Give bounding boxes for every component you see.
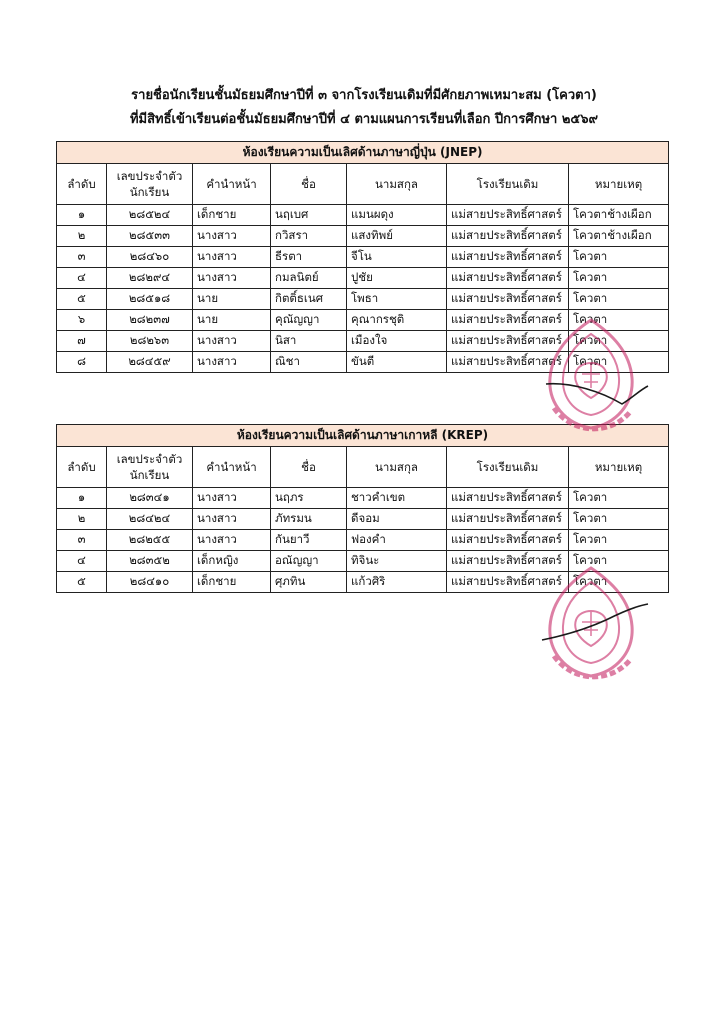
table-row <box>57 268 669 289</box>
cell-remark: โควตา <box>569 268 669 289</box>
jnep-table-body <box>57 205 669 373</box>
cell-last-name: ขันตี <box>347 352 447 373</box>
cell-no: ๑ <box>57 488 107 509</box>
cell-first-name: ศุภทิน <box>271 572 347 593</box>
header-student-id-line-2: นักเรียน <box>129 185 170 199</box>
cell-student-id: ๒๘๕๓๓ <box>107 226 193 247</box>
cell-first-name: กมลนิตย์ <box>271 268 347 289</box>
cell-no: ๓ <box>57 247 107 268</box>
cell-no: ๔ <box>57 268 107 289</box>
cell-prefix: นาย <box>193 289 271 310</box>
krep-table-body <box>57 488 669 593</box>
jnep-table-title: ห้องเรียนความเป็นเลิศด้านภาษาญี่ปุ่น (JNEP) <box>57 142 669 164</box>
cell-last-name: ดีจอม <box>347 509 447 530</box>
cell-remark: โควตา <box>569 247 669 268</box>
header-last-name: นามสกุล <box>347 447 447 488</box>
cell-student-id: ๒๘๔๖๐ <box>107 247 193 268</box>
cell-school: แม่สายประสิทธิ์ศาสตร์ <box>447 509 569 530</box>
cell-prefix: นางสาว <box>193 226 271 247</box>
table-row <box>57 530 669 551</box>
cell-prefix: นางสาว <box>193 530 271 551</box>
cell-no: ๒ <box>57 226 107 247</box>
cell-student-id: ๒๘๒๖๓ <box>107 331 193 352</box>
cell-first-name: นฤเบศ <box>271 205 347 226</box>
cell-school: แม่สายประสิทธิ์ศาสตร์ <box>447 268 569 289</box>
cell-remark: โควตา <box>569 530 669 551</box>
signature-stroke <box>542 604 648 640</box>
signature-stroke <box>546 384 648 404</box>
cell-prefix: นางสาว <box>193 247 271 268</box>
cell-school: แม่สายประสิทธิ์ศาสตร์ <box>447 352 569 373</box>
jnep-header-row <box>57 164 669 205</box>
cell-prefix: เด็กชาย <box>193 572 271 593</box>
table-row <box>57 509 669 530</box>
cell-student-id: ๒๘๓๔๑ <box>107 488 193 509</box>
cell-school: แม่สายประสิทธิ์ศาสตร์ <box>447 572 569 593</box>
cell-last-name: ฟองคำ <box>347 530 447 551</box>
cell-student-id: ๒๘๒๓๗ <box>107 310 193 331</box>
cell-prefix: นาย <box>193 310 271 331</box>
cell-last-name: ปูชัย <box>347 268 447 289</box>
header-remark: หมายเหตุ <box>569 447 669 488</box>
cell-school: แม่สายประสิทธิ์ศาสตร์ <box>447 310 569 331</box>
header-student-id <box>107 164 193 205</box>
cell-first-name: นฤภร <box>271 488 347 509</box>
cell-student-id: ๒๘๔๒๔ <box>107 509 193 530</box>
cell-student-id: ๒๘๔๑๐ <box>107 572 193 593</box>
cell-school: แม่สายประสิทธิ์ศาสตร์ <box>447 289 569 310</box>
cell-first-name: กันยาวี <box>271 530 347 551</box>
header-student-id-line-2: นักเรียน <box>129 468 170 482</box>
cell-first-name: นิสา <box>271 331 347 352</box>
header-school: โรงเรียนเดิม <box>447 447 569 488</box>
cell-school: แม่สายประสิทธิ์ศาสตร์ <box>447 247 569 268</box>
header-student-id-line-1: เลขประจำตัว <box>116 169 183 183</box>
cell-remark: โควตาช้างเผือก <box>569 226 669 247</box>
cell-student-id: ๒๘๒๕๕ <box>107 530 193 551</box>
cell-student-id: ๒๘๓๕๒ <box>107 551 193 572</box>
table-row <box>57 247 669 268</box>
header-prefix: คำนำหน้า <box>193 447 271 488</box>
page-title <box>0 84 728 132</box>
header-no: ลำดับ <box>57 164 107 205</box>
cell-remark: โควตา <box>569 551 669 572</box>
header-student-id-line-1: เลขประจำตัว <box>116 452 183 466</box>
table-row <box>57 310 669 331</box>
cell-no: ๒ <box>57 509 107 530</box>
cell-last-name: ชาวคำเขต <box>347 488 447 509</box>
jnep-table <box>56 141 669 373</box>
cell-last-name: ทิจินะ <box>347 551 447 572</box>
cell-prefix: นางสาว <box>193 509 271 530</box>
cell-prefix: เด็กชาย <box>193 205 271 226</box>
table-row <box>57 488 669 509</box>
cell-no: ๕ <box>57 572 107 593</box>
cell-remark: โควตาช้างเผือก <box>569 205 669 226</box>
cell-no: ๕ <box>57 289 107 310</box>
table-row <box>57 226 669 247</box>
krep-table <box>56 424 669 593</box>
cell-no: ๑ <box>57 205 107 226</box>
cell-school: แม่สายประสิทธิ์ศาสตร์ <box>447 205 569 226</box>
header-school: โรงเรียนเดิม <box>447 164 569 205</box>
table-row <box>57 289 669 310</box>
cell-last-name: คุณากรชุติ <box>347 310 447 331</box>
cell-last-name: จีโน <box>347 247 447 268</box>
table-row <box>57 551 669 572</box>
cell-prefix: นางสาว <box>193 352 271 373</box>
cell-no: ๖ <box>57 310 107 331</box>
header-last-name: นามสกุล <box>347 164 447 205</box>
title-line-2: ที่มีสิทธิ์เข้าเรียนต่อชั้นมัธยมศึกษาปีที่ ๔ ตามแผนการเรียนที่เลือก ปีการศึกษา ๒๕๖๙ <box>129 112 599 127</box>
cell-remark: โควตา <box>569 509 669 530</box>
cell-student-id: ๒๘๒๙๔ <box>107 268 193 289</box>
header-no: ลำดับ <box>57 447 107 488</box>
cell-school: แม่สายประสิทธิ์ศาสตร์ <box>447 551 569 572</box>
title-line-1: รายชื่อนักเรียนชั้นมัธยมศึกษาปีที่ ๓ จากโรงเรียนเดิมที่มีศักยภาพเหมาะสม (โควตา) <box>131 88 597 103</box>
header-first-name: ชื่อ <box>271 164 347 205</box>
header-remark: หมายเหตุ <box>569 164 669 205</box>
cell-no: ๓ <box>57 530 107 551</box>
header-prefix: คำนำหน้า <box>193 164 271 205</box>
cell-first-name: คุณัญญา <box>271 310 347 331</box>
table-row <box>57 205 669 226</box>
table-row <box>57 572 669 593</box>
cell-no: ๔ <box>57 551 107 572</box>
cell-first-name: ภัทรมน <box>271 509 347 530</box>
cell-remark: โควตา <box>569 310 669 331</box>
cell-first-name: กิตติ์ธเนศ <box>271 289 347 310</box>
cell-remark: โควตา <box>569 352 669 373</box>
cell-no: ๗ <box>57 331 107 352</box>
header-first-name: ชื่อ <box>271 447 347 488</box>
cell-school: แม่สายประสิทธิ์ศาสตร์ <box>447 488 569 509</box>
cell-school: แม่สายประสิทธิ์ศาสตร์ <box>447 226 569 247</box>
cell-student-id: ๒๘๔๕๙ <box>107 352 193 373</box>
cell-remark: โควตา <box>569 289 669 310</box>
cell-prefix: เด็กหญิง <box>193 551 271 572</box>
cell-prefix: นางสาว <box>193 268 271 289</box>
cell-prefix: นางสาว <box>193 331 271 352</box>
cell-first-name: อณัญญา <box>271 551 347 572</box>
cell-last-name: โพธา <box>347 289 447 310</box>
cell-student-id: ๒๘๕๑๘ <box>107 289 193 310</box>
cell-first-name: กวิสรา <box>271 226 347 247</box>
cell-school: แม่สายประสิทธิ์ศาสตร์ <box>447 530 569 551</box>
cell-first-name: ณิชา <box>271 352 347 373</box>
krep-table-title: ห้องเรียนความเป็นเลิศด้านภาษาเกาหลี (KREP) <box>57 425 669 447</box>
cell-prefix: นางสาว <box>193 488 271 509</box>
cell-remark: โควตา <box>569 331 669 352</box>
header-student-id <box>107 447 193 488</box>
cell-no: ๘ <box>57 352 107 373</box>
cell-last-name: แสงทิพย์ <box>347 226 447 247</box>
cell-last-name: แมนผดุง <box>347 205 447 226</box>
cell-remark: โควตา <box>569 572 669 593</box>
table-row <box>57 331 669 352</box>
cell-last-name: แก้วศิริ <box>347 572 447 593</box>
cell-first-name: ธีรตา <box>271 247 347 268</box>
cell-student-id: ๒๘๕๒๔ <box>107 205 193 226</box>
cell-last-name: เมืองใจ <box>347 331 447 352</box>
cell-remark: โควตา <box>569 488 669 509</box>
krep-header-row <box>57 447 669 488</box>
cell-school: แม่สายประสิทธิ์ศาสตร์ <box>447 331 569 352</box>
table-row <box>57 352 669 373</box>
